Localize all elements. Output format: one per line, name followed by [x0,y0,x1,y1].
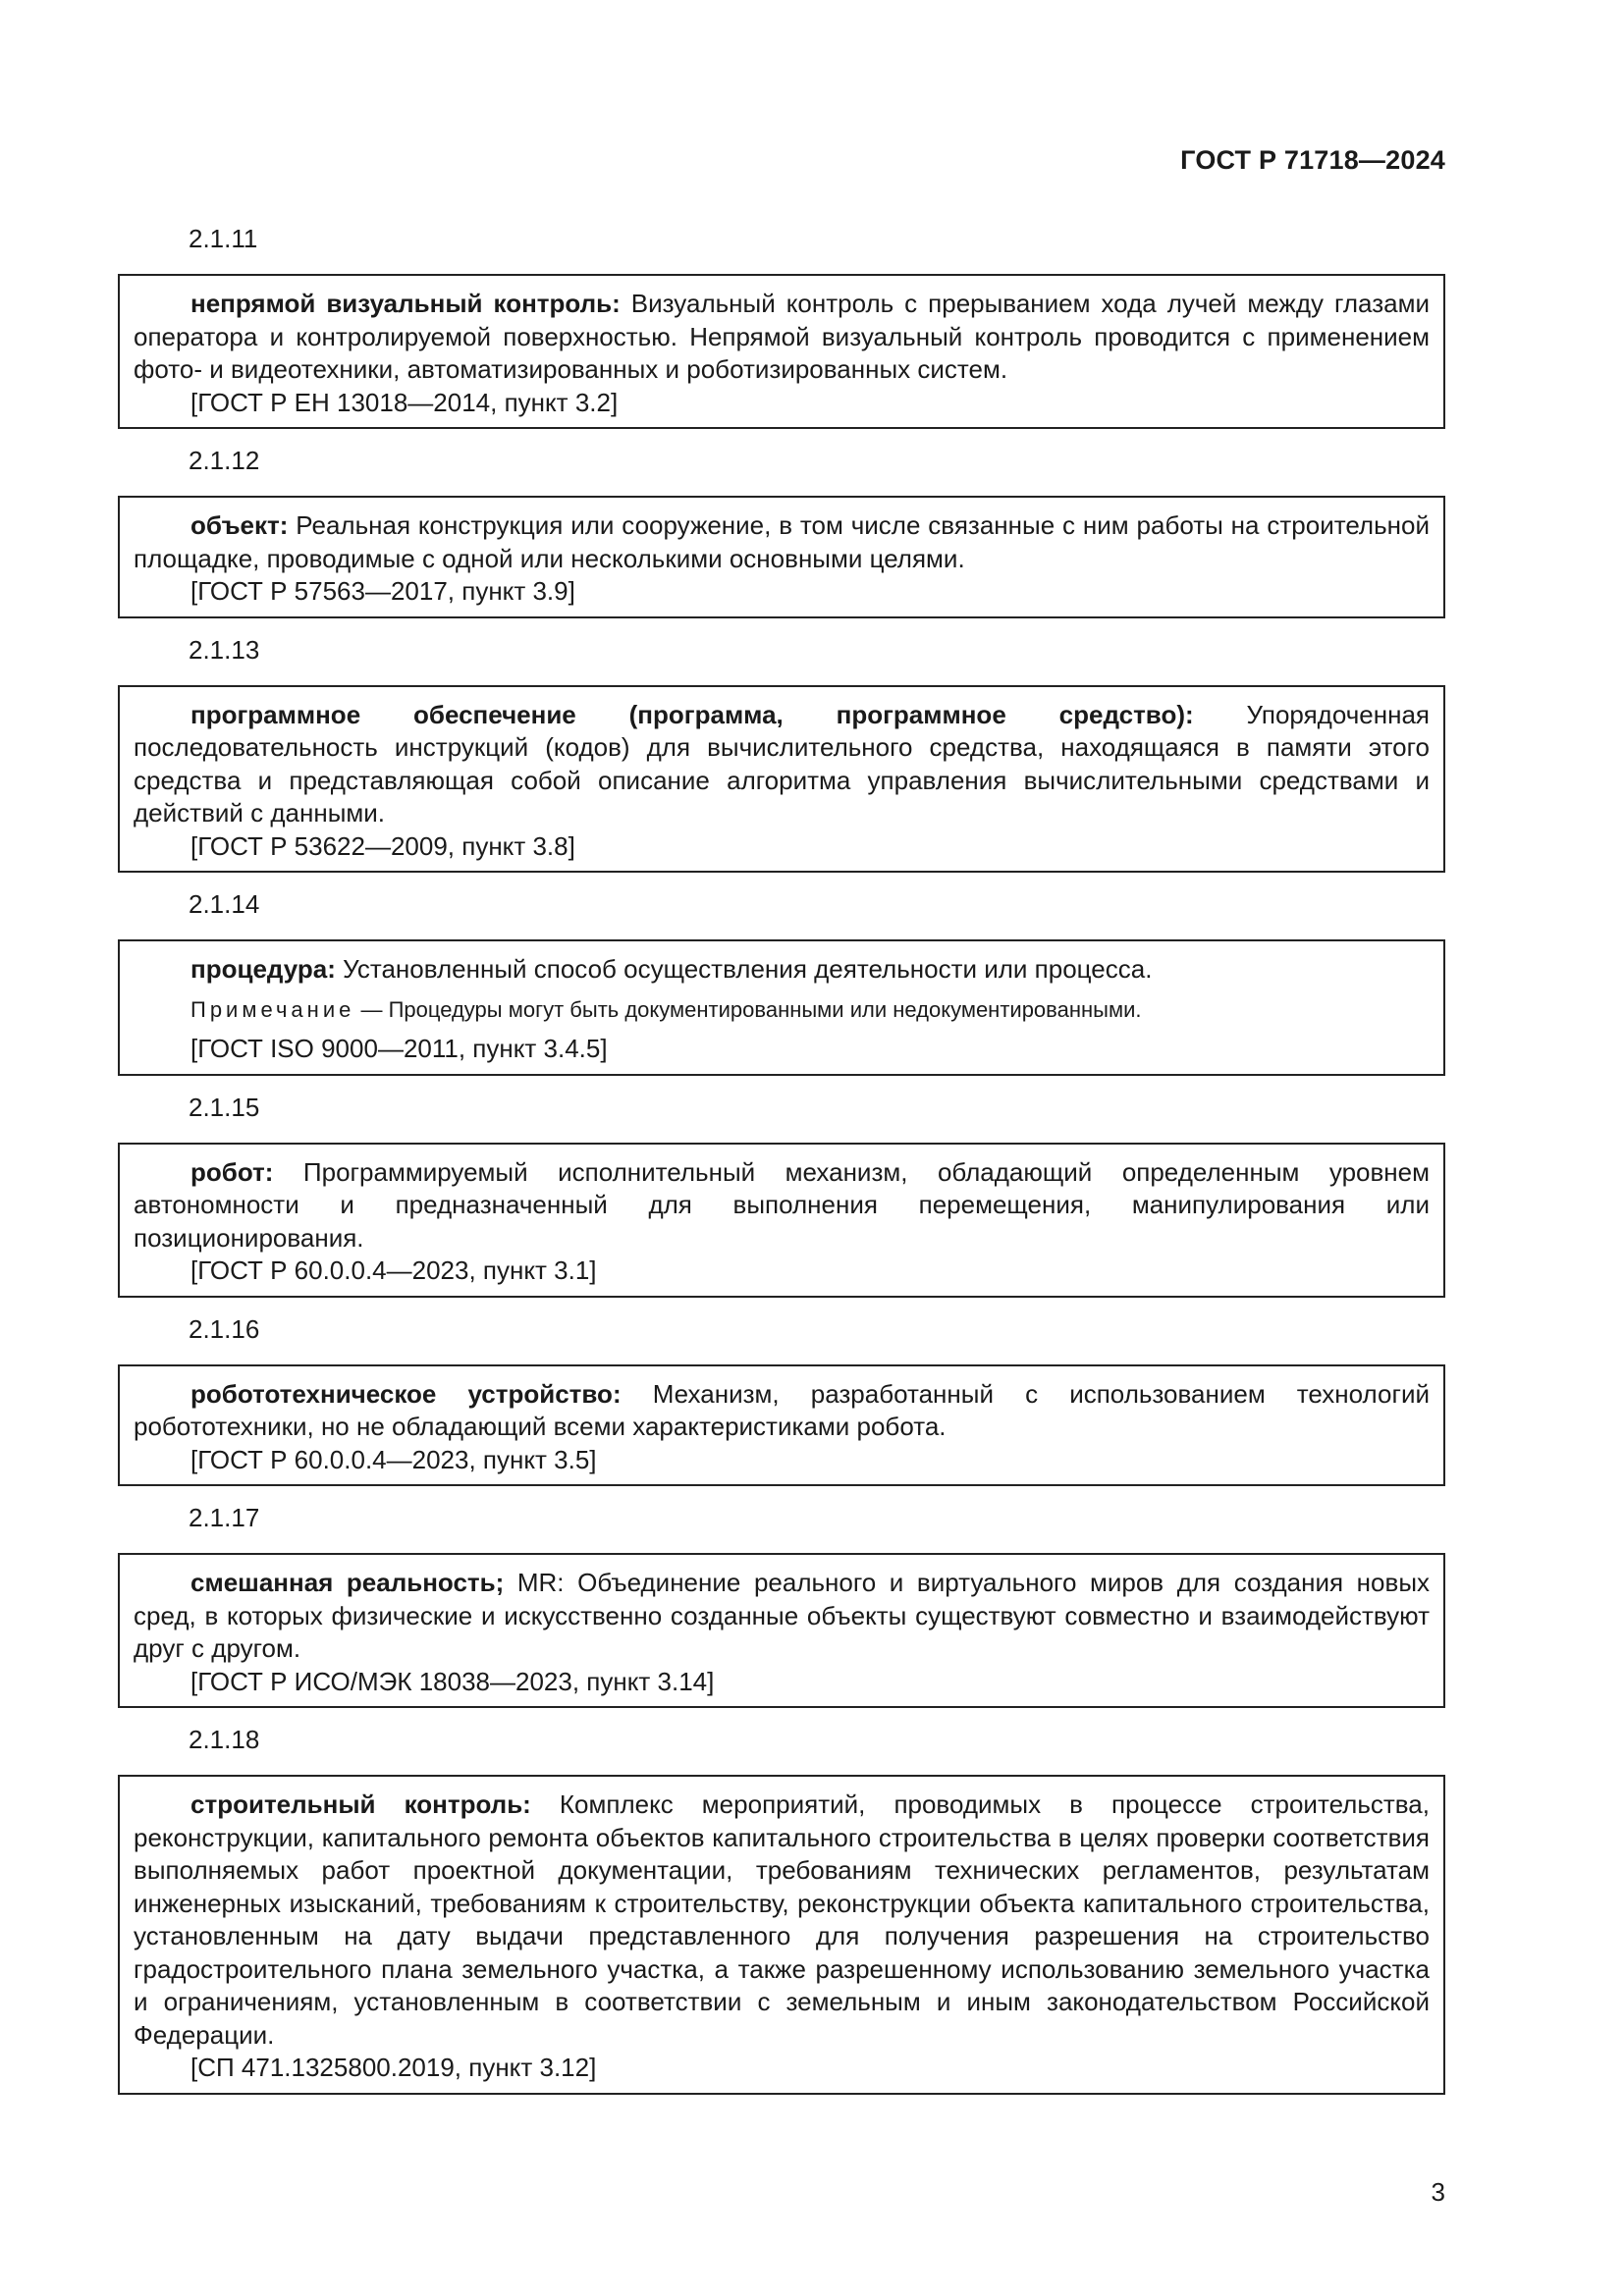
term-name: робот: [190,1156,274,1187]
term-definition: Установленный способ осуществления деятельности или процесса. [335,954,1153,984]
term-number: 2.1.18 [189,1725,260,1754]
term-number: 2.1.15 [189,1092,260,1122]
term-definition: Упорядоченная последовательность инструкций (кодов) для вычислительного средства, находящаяся в памяти этого средства и представляющая собой описание алгоритма управления вычислительными средствами и действий с данными. [134,699,1430,828]
term-definition-box [118,1775,1445,2095]
term-definition-box [118,1143,1445,1298]
definition-paragraph [134,1378,1430,1444]
term-source: [ГОСТ Р ИСО/МЭК 18038—2023, пункт 3.14] [190,1666,715,1696]
term-name: процедура: [190,954,336,984]
term-source: [ГОСТ Р 60.0.0.4—2023, пункт 3.1] [190,1255,597,1285]
term-definition: Программируемый исполнительный механизм, обладающий определенным уровнем автономности и предназначенный для выполнения перемещения, манипулирования или позиционирования. [134,1156,1430,1253]
term-source: [ГОСТ Р 57563—2017, пункт 3.9] [190,576,575,606]
term-note [134,993,1430,1027]
definition-paragraph [134,1789,1430,2052]
term-source: [ГОСТ Р 60.0.0.4—2023, пункт 3.5] [190,1444,597,1474]
definition-paragraph [134,699,1430,830]
term-definition-box [118,939,1445,1076]
term-number: 2.1.16 [189,1313,260,1344]
terms-section [118,224,1445,2111]
term-number: 2.1.17 [189,1503,260,1532]
term-definition-box [118,274,1445,429]
term-number: 2.1.11 [189,224,258,253]
note-label: Примечание [190,996,355,1022]
term-definition: Реальная конструкция или сооружение, в том числе связанные с ним работы на строительной площадке, проводимые с одной или несколькими основными целями. [134,510,1430,573]
definition-paragraph [134,953,1430,987]
term-definition-box [118,685,1445,874]
term-number: 2.1.12 [189,446,260,475]
term-source: [ГОСТ Р ЕН 13018—2014, пункт 3.2] [190,387,619,417]
definition-paragraph [134,1156,1430,1255]
term-definition-box [118,496,1445,618]
term-source: [СП 471.1325800.2019, пункт 3.12] [190,2053,597,2082]
term-definition: Визуальный контроль с прерыванием хода лучей между глазами оператора и контролируемой поверхностью. Непрямой визуальный контроль проводится с применением фото- и видеотехники, автоматизированных и роботизированных систем. [134,289,1431,384]
term-source: [ГОСТ ISO 9000—2011, пункт 3.4.5] [190,1034,608,1063]
term-definition-box [118,1364,1445,1487]
definition-paragraph [134,509,1430,575]
term-definition: MR: Объединение реального и виртуального миров для создания новых сред, в которых физические и искусственно созданные объекты существуют совместно и взаимодействуют друг с другом. [134,1568,1431,1663]
term-number: 2.1.14 [189,889,260,919]
note-text: — Процедуры могут быть документированными или недокументированными. [354,996,1142,1022]
document-code: ГОСТ Р 71718—2024 [1180,145,1445,175]
term-name: объект: [190,510,289,540]
term-name: робототехническое устройство: [190,1378,622,1409]
term-definition: Механизм, разработанный с использованием технологий робототехники, но не обладающий всеми характеристиками робота. [134,1378,1431,1441]
term-name: смешанная реальность; [190,1568,505,1597]
term-definition: Комплекс мероприятий, проводимых в процессе строительства, реконструкции, капитального ремонта объектов капитального строительства в целях проверки соответствия выполняемых работ проектной документации, требованиям технических регламентов, результатам инженерных изысканий, требованиям к строительству, реконструкции объекта капитального строительства, установленным на дату выдачи представленного для получения разрешения на строительство градостроительного плана земельного участка, а также разрешенному использованию земельного участка и ограничениям, установленным в соответствии с земельным и иным законодательством Российской Федерации. [134,1789,1430,2050]
term-definition-box [118,1553,1445,1708]
term-name: программное обеспечение (программа, программное средство): [190,699,1194,729]
page-number: 3 [1431,2177,1445,2207]
term-name: непрямой визуальный контроль: [190,289,621,318]
definition-paragraph [134,288,1430,387]
term-source: [ГОСТ Р 53622—2009, пункт 3.8] [190,830,575,861]
term-name: строительный контроль: [190,1789,531,1819]
definition-paragraph [134,1567,1430,1666]
term-number: 2.1.13 [189,634,260,665]
